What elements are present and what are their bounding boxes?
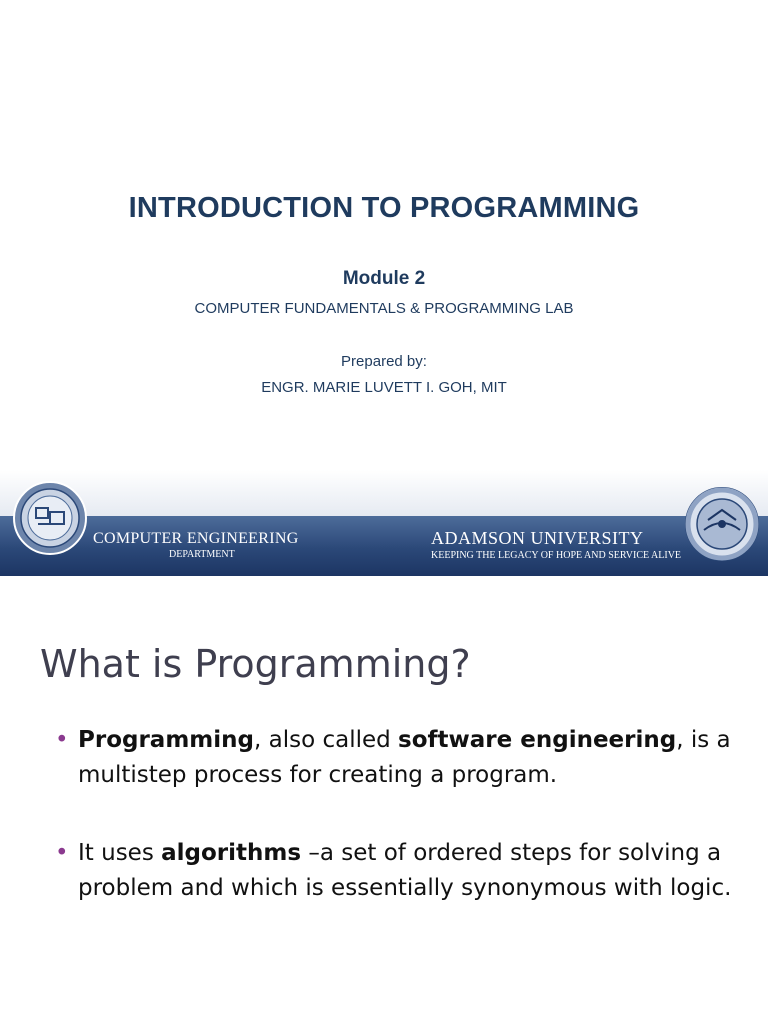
text-run: –a set of ordered steps for solving a problem and which is essentially synonymous with logic.: [78, 840, 732, 901]
bullet-dot-icon: •: [55, 840, 69, 866]
text-run: , is a multistep process for creating a program.: [78, 727, 731, 788]
bullet-dot-icon: •: [55, 727, 69, 753]
department-name: COMPUTER ENGINEERING: [93, 530, 299, 547]
university-tagline: KEEPING THE LEGACY OF HOPE AND SERVICE ALIVE: [431, 550, 682, 561]
banner-fade: [0, 470, 768, 518]
bold-term: algorithms: [161, 840, 302, 866]
footer-banner: [0, 516, 768, 576]
bold-term: software engineering: [398, 727, 677, 753]
author-name: ENGR. MARIE LUVETT I. GOH, MIT: [261, 379, 507, 396]
bullet-item: [55, 723, 735, 793]
bullet-text: [78, 836, 735, 906]
department-seal-icon: [12, 480, 88, 556]
department-block: [93, 530, 299, 560]
text-run: , also called: [253, 727, 399, 753]
bullet-text: [78, 723, 735, 793]
university-seal-icon: [684, 486, 760, 562]
text-run: It uses: [78, 840, 162, 866]
module-label: Module 2: [342, 268, 426, 289]
slide-heading: What is Programming?: [40, 642, 471, 686]
department-subtitle: DEPARTMENT: [169, 549, 235, 560]
content-slide: [0, 580, 768, 1024]
course-name: COMPUTER FUNDAMENTALS & PROGRAMMING LAB: [194, 300, 574, 317]
bullet-item: [55, 836, 735, 906]
prepared-by-label: Prepared by:: [341, 353, 427, 370]
university-block: [431, 528, 681, 561]
slide-title: INTRODUCTION TO PROGRAMMING: [128, 192, 640, 224]
bold-term: Programming: [78, 727, 254, 753]
university-name: ADAMSON UNIVERSITY: [431, 528, 644, 548]
